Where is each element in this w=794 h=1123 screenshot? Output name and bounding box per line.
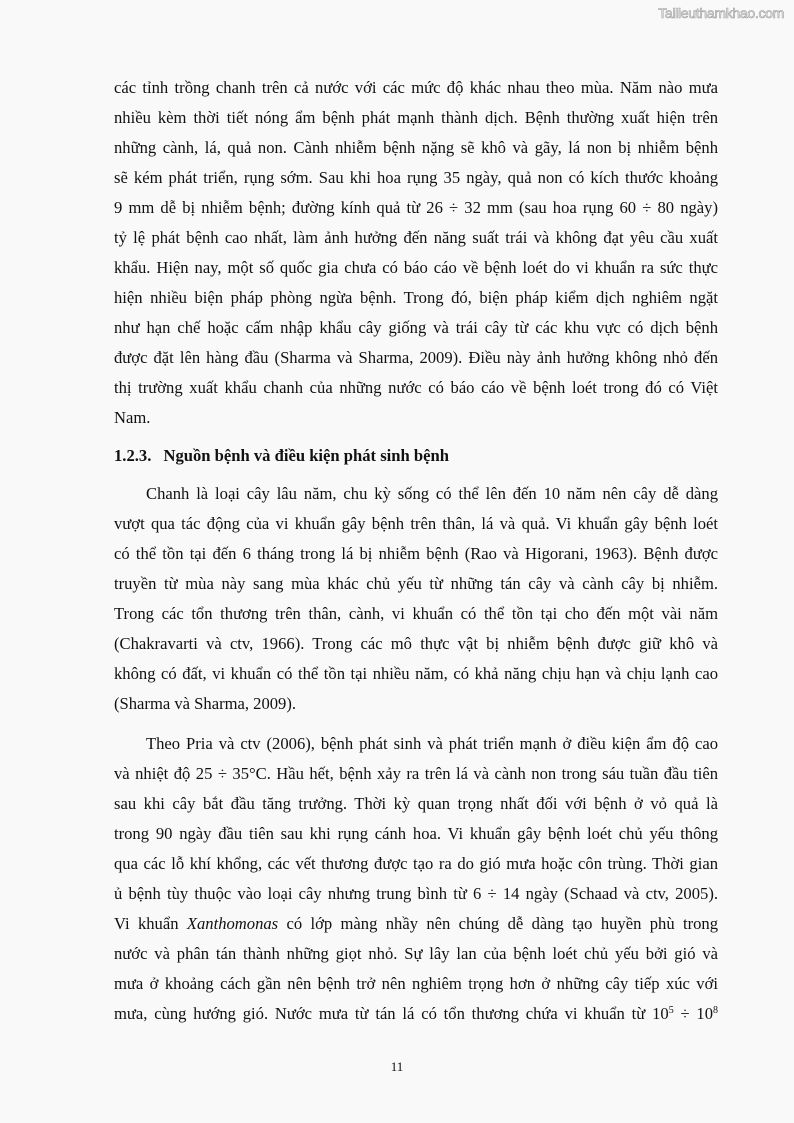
text-line: (Chakravarti và ctv, 1966). Trong các mô thực vật bị nhiễm bệnh được giữ khô và <box>114 634 718 653</box>
text-line-with-exponents <box>114 999 718 1029</box>
section-title: Nguồn bệnh và điều kiện phát sinh bệnh <box>163 446 449 465</box>
text-line: sẽ kém phát triển, rụng sớm. Sau khi hoa rụng 35 ngày, quả non có kích thước khoảng <box>114 168 718 187</box>
text-line: sau khi cây bắt đầu tăng trưởng. Thời kỳ quan trọng nhất đối với bệnh ở vỏ quả là <box>114 794 718 813</box>
text-line: Theo Pria và ctv (2006), bệnh phát sinh và phát triển mạnh ở điều kiện ẩm độ cao <box>146 734 718 753</box>
section-heading <box>114 441 718 471</box>
text-line: không có đất, vi khuẩn có thể tồn tại nhiều năm, có khả năng chịu hạn và chịu lạnh cao <box>114 664 718 683</box>
text-line-with-italic <box>114 909 718 939</box>
text-line: Nam. <box>114 408 151 427</box>
text-line: thị trường xuất khẩu chanh của những nước có báo cáo về bệnh loét trong đó có Việt <box>114 378 718 397</box>
text-line: truyền từ mùa này sang mùa khác chủ yếu từ những tán cây và cành cây bị nhiễm. <box>114 574 718 593</box>
paragraph-spacer <box>114 719 718 729</box>
text-segment: ÷ 10 <box>673 1004 714 1023</box>
text-line: (Sharma và Sharma, 2009). <box>114 694 297 713</box>
text-line: 9 mm dễ bị nhiễm bệnh; đường kính quả từ 26 ÷ 32 mm (sau hoa rụng 60 ÷ 80 ngày) <box>114 198 718 217</box>
text-line: các tỉnh trồng chanh trên cả nước với các mức độ khác nhau theo mùa. Năm nào mưa <box>114 78 718 97</box>
text-segment: mưa, cùng hướng gió. Nước mưa từ tán lá có tổn thương chứa vi khuẩn từ 10 <box>114 1004 669 1023</box>
paragraph-2 <box>114 479 718 719</box>
text-line: Chanh là loại cây lâu năm, chu kỳ sống có thể lên đến 10 năm nên cây dễ dàng <box>146 484 718 503</box>
text-line: nước và phân tán thành những giọt nhỏ. Sự lây lan của bệnh loét chủ yếu bởi gió và <box>114 944 718 963</box>
exponent: 5 <box>668 1005 674 1016</box>
text-line: như hạn chế hoặc cấm nhập khẩu cây giống và trái cây từ các khu vực có dịch bệnh <box>114 318 718 337</box>
exponent: 8 <box>713 1005 719 1016</box>
page-number: 11 <box>390 1059 404 1074</box>
text-line: và nhiệt độ 25 ÷ 35°C. Hầu hết, bệnh xảy ra trên lá và cành non trong sáu tuần đầu tiên <box>114 764 718 783</box>
document-body <box>114 73 718 1029</box>
text-line: nhiều kèm thời tiết nóng ẩm bệnh phát mạnh thành dịch. Bệnh thường xuất hiện trên <box>114 108 718 127</box>
text-line: vượt qua tác động của vi khuẩn gây bệnh trên thân, lá và quả. Vi khuẩn gây bệnh loét <box>114 514 718 533</box>
text-segment: Vi khuẩn <box>114 914 187 933</box>
text-line: ủ bệnh tùy thuộc vào loại cây nhưng trung bình từ 6 ÷ 14 ngày (Schaad và ctv, 2005). <box>114 884 718 903</box>
watermark: Tailieuthamkhao.com <box>658 5 784 21</box>
text-line: khẩu. Hiện nay, một số quốc gia chưa có báo cáo về bệnh loét do vi khuẩn ra sức thực <box>114 258 718 277</box>
text-line: những cành, lá, quả non. Cành nhiễm bệnh nặng sẽ khô và gãy, lá non bị nhiễm bệnh <box>114 138 718 157</box>
section-number: 1.2.3. <box>114 446 152 465</box>
text-line: Trong các tổn thương trên thân, cành, vi khuẩn có thể tồn tại cho đến một vài năm <box>114 604 718 623</box>
text-line: qua các lỗ khí khổng, các vết thương được tạo ra do gió mưa hoặc côn trùng. Thời gian <box>114 854 718 873</box>
species-name: Xanthomonas <box>186 914 279 933</box>
text-line: có thể tồn tại đến 6 tháng trong lá bị nhiễm bệnh (Rao và Higorani, 1963). Bệnh được <box>114 544 718 563</box>
text-line: hiện nhiều biện pháp phòng ngừa bệnh. Trong đó, biện pháp kiểm dịch nghiêm ngặt <box>114 288 718 307</box>
paragraph-3 <box>114 729 718 1029</box>
text-segment: có lớp màng nhầy nên chúng dễ dàng tạo huyền phù trong <box>278 914 718 933</box>
text-line: trong 90 ngày đầu tiên sau khi rụng cánh hoa. Vi khuẩn gây bệnh loét chủ yếu thông <box>114 824 718 843</box>
text-line: được đặt lên hàng đầu (Sharma và Sharma, 2009). Điều này ảnh hưởng không nhỏ đến <box>114 348 718 367</box>
paragraph-1 <box>114 73 718 433</box>
text-line: tỷ lệ phát bệnh cao nhất, làm ảnh hưởng đến năng suất trái và không đạt yêu cầu xuất <box>114 228 718 247</box>
text-line: mưa ở khoảng cách gần nên bệnh trở nên nghiêm trọng hơn ở những cây tiếp xúc với <box>114 974 718 993</box>
